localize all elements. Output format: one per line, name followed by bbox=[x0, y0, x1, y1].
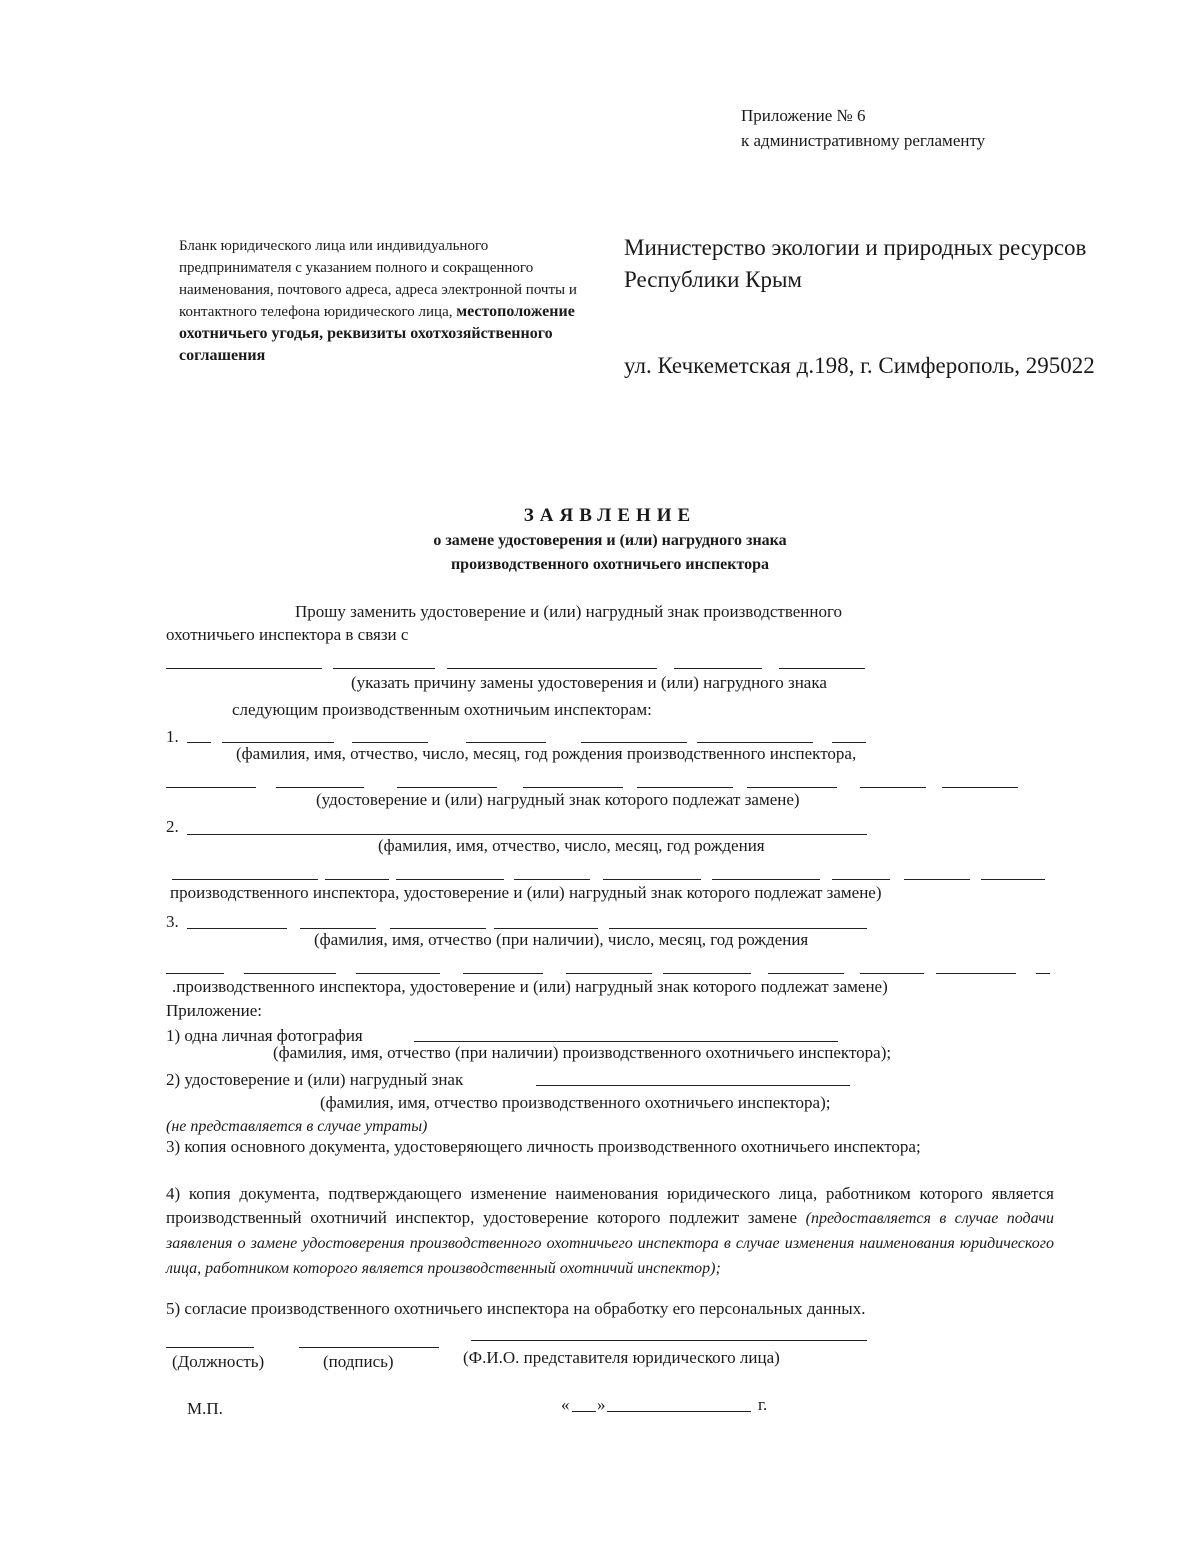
following-text: следующим производственным охотничьим инспекторам: bbox=[232, 700, 652, 719]
item-3-blank-2 bbox=[166, 973, 224, 974]
item-3-blank-2 bbox=[356, 973, 440, 974]
attachment-2-caption: (фамилия, имя, отчество производственного охотничьего инспектора); bbox=[320, 1093, 831, 1112]
item-2-blank-2 bbox=[325, 879, 389, 880]
attachment-1: 1) одна личная фотография bbox=[166, 1026, 363, 1045]
item-3-blank-2 bbox=[936, 973, 1016, 974]
item-3-blank-2 bbox=[768, 973, 844, 974]
attachment-4-note: (предоставляется в случае подачи заявления о замене удостоверения производственного охотничьего инспектора в случае изменения наименования юридического лица, работником которого является производственный охотничий инспектор); bbox=[166, 1210, 1054, 1277]
annex-line-1: Приложение № 6 bbox=[741, 106, 866, 125]
addressee-address: ул. Кечкеметская д.198, г. Симферополь, 295022 bbox=[624, 353, 1095, 378]
item-3-blank-2 bbox=[663, 973, 751, 974]
item-2-blank-2 bbox=[396, 879, 504, 880]
item-3-blank bbox=[187, 928, 287, 929]
attachment-5: 5) согласие производственного охотничьего инспектора на обработку его персональных данных. bbox=[166, 1299, 866, 1318]
attachment-4 bbox=[166, 1182, 1054, 1281]
document-subtitle-1: о замене удостоверения и (или) нагрудного знака bbox=[433, 532, 787, 549]
item-1-blank-2 bbox=[942, 787, 1018, 788]
addressee-org: Министерство экологии и природных ресурсов Республики Крым bbox=[624, 235, 1087, 292]
item-3-caption-2: .производственного инспектора, удостоверение и (или) нагрудный знак которого подлежат замене) bbox=[172, 977, 888, 996]
fio-label: (Ф.И.О. представителя юридического лица) bbox=[463, 1348, 780, 1367]
item-3-blank-2 bbox=[463, 973, 543, 974]
item-1-blank-2 bbox=[523, 787, 623, 788]
reason-blank bbox=[447, 668, 657, 669]
item-3-blank-2 bbox=[1036, 973, 1050, 974]
position-label: (Должность) bbox=[172, 1352, 265, 1371]
reason-blank bbox=[333, 668, 435, 669]
item-1-caption: (фамилия, имя, отчество, число, месяц, год рождения производственного инспектора, bbox=[236, 744, 857, 763]
sender-text: Бланк юридического лица или индивидуального предпринимателя с указанием полного и сокращенного наименования, почтового адреса, адреса электронной почты и контактного телефона юридического лица, bbox=[179, 238, 577, 320]
item-2-blank-2 bbox=[981, 879, 1045, 880]
sender-block bbox=[179, 235, 579, 367]
item-3-caption: (фамилия, имя, отчество (при наличии), число, месяц, год рождения bbox=[314, 930, 809, 949]
item-1-blank-2 bbox=[637, 787, 733, 788]
item-1-blank-2 bbox=[860, 787, 926, 788]
date-month-blank bbox=[607, 1411, 751, 1412]
item-2-number: 2. bbox=[166, 817, 179, 836]
document-subtitle-2: производственного охотничьего инспектора bbox=[450, 556, 770, 573]
date-open-quote: « bbox=[561, 1395, 570, 1414]
attachment-2-note: (не представляется в случае утраты) bbox=[166, 1118, 428, 1135]
reason-blank bbox=[674, 668, 762, 669]
item-3-blank-2 bbox=[566, 973, 652, 974]
item-2-blank-2 bbox=[712, 879, 820, 880]
fio-blank bbox=[471, 1340, 867, 1341]
sender-bold-inline: местоположение bbox=[456, 303, 575, 320]
item-1-caption-2: (удостоверение и (или) нагрудный знак которого подлежат замене) bbox=[316, 790, 800, 809]
reason-blank bbox=[166, 668, 322, 669]
item-2-caption-2: производственного инспектора, удостоверение и (или) нагрудный знак которого подлежат замене) bbox=[170, 883, 882, 902]
item-1-blank-2 bbox=[276, 787, 364, 788]
annex-line-2: к административному регламенту bbox=[741, 131, 986, 150]
item-2-blank-2 bbox=[904, 879, 970, 880]
reason-caption: (указать причину замены удостоверения и (или) нагрудного знака bbox=[351, 673, 827, 692]
item-1-blank-2 bbox=[166, 787, 256, 788]
attachment-3: 3) копия основного документа, удостоверяющего личность производственного охотничьего инспектора; bbox=[166, 1137, 921, 1156]
item-2-blank-2 bbox=[172, 879, 318, 880]
item-2-caption: (фамилия, имя, отчество, число, месяц, год рождения bbox=[378, 836, 765, 855]
item-1-blank-2 bbox=[747, 787, 837, 788]
signature-label: (подпись) bbox=[323, 1352, 394, 1371]
item-2-blank-2 bbox=[514, 879, 590, 880]
date-year-suffix: г. bbox=[758, 1395, 768, 1414]
attachment-2-blank bbox=[536, 1085, 850, 1086]
attachment-2: 2) удостоверение и (или) нагрудный знак bbox=[166, 1070, 464, 1089]
attachment-1-caption: (фамилия, имя, отчество (при наличии) производственного охотничьего инспектора); bbox=[273, 1043, 892, 1062]
document-title: ЗАЯВЛЕНИЕ bbox=[523, 505, 697, 526]
request-line-2: охотничьего инспектора в связи с bbox=[166, 625, 409, 644]
item-3-number: 3. bbox=[166, 912, 179, 931]
item-2-blank-2 bbox=[603, 879, 701, 880]
sender-bold-rest: охотничьего угодья, реквизиты охотхозяйственного соглашения bbox=[179, 325, 553, 364]
item-3-blank-2 bbox=[860, 973, 924, 974]
item-1-number: 1. bbox=[166, 727, 179, 746]
request-line-1: Прошу заменить удостоверение и (или) нагрудный знак производственного bbox=[295, 602, 843, 621]
item-3-blank-2 bbox=[244, 973, 336, 974]
item-1-blank-2 bbox=[397, 787, 497, 788]
item-2-blank-2 bbox=[832, 879, 890, 880]
attachments-heading: Приложение: bbox=[166, 1001, 262, 1020]
item-1-blank bbox=[187, 742, 211, 743]
date-close-quote: » bbox=[597, 1395, 606, 1414]
date-day-blank bbox=[572, 1411, 596, 1412]
signature-blank bbox=[299, 1347, 439, 1348]
attachment-4-text: 4) копия документа, подтверждающего изменение наименования юридического лица, работником которого является производственный охотничий инспектор, удостоверение которого подлежит замене bbox=[166, 1184, 1054, 1227]
position-blank bbox=[166, 1347, 254, 1348]
stamp-label: М.П. bbox=[187, 1399, 223, 1418]
reason-blank bbox=[779, 668, 865, 669]
